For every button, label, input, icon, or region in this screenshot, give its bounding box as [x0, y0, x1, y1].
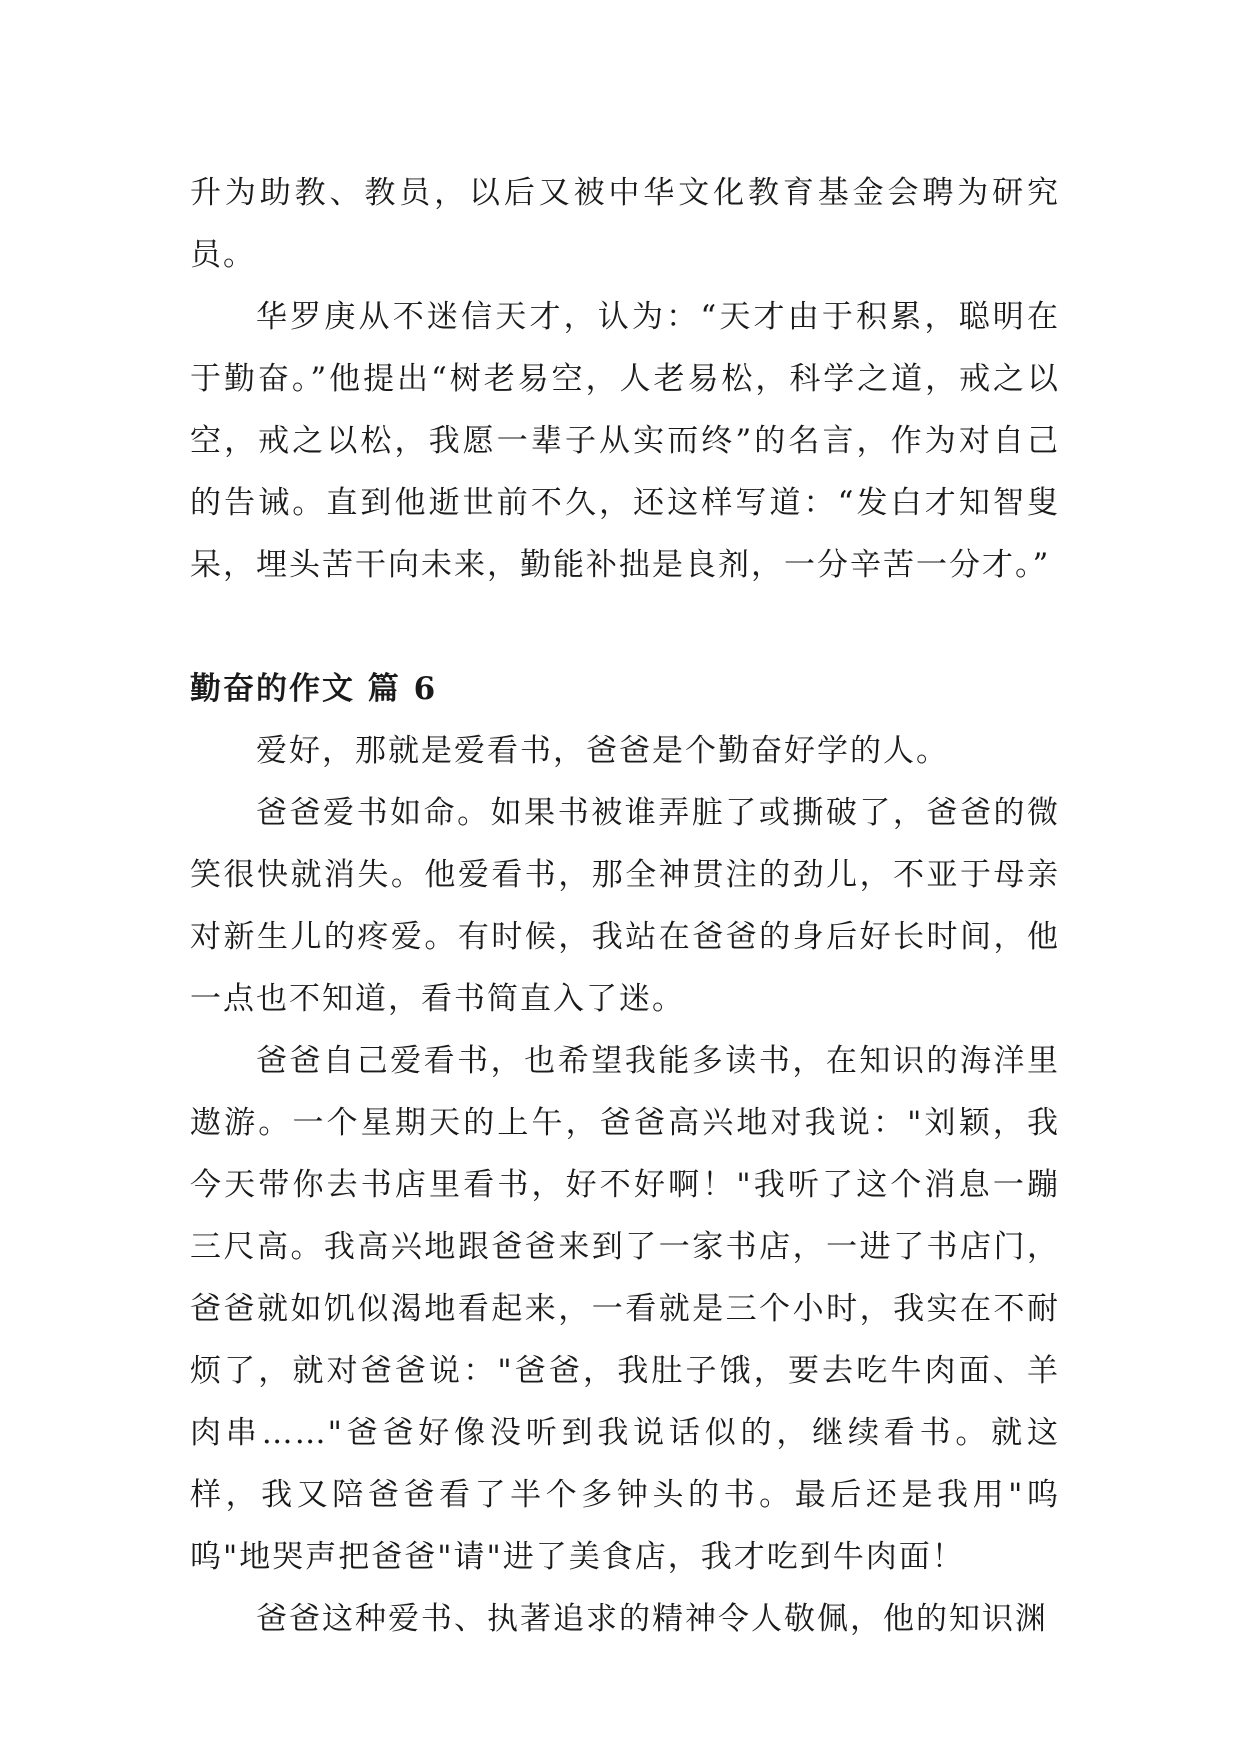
paragraph: 爱好，那就是爱看书，爸爸是个勤奋好学的人。 [256, 733, 949, 769]
paragraph: 爸爸爱书如命。如果书被谁弄脏了或撕破了，爸爸的微笑很快就消失。他爱看书，那全神贯注的劲儿，不亚于母亲对新生儿的疼爱。有时候，我站在爸爸的身后好长时间，他一点也不知道，看书简直入了迷。 [190, 795, 1060, 1017]
paragraph: 爸爸自己爱看书，也希望我能多读书，在知识的海洋里遨游。一个星期天的上午，爸爸高兴地对我说："刘颖，我今天带你去书店里看书，好不好啊！"我听了这个消息一蹦三尺高。我高兴地跟爸爸来到了一家书店，一进了书店门，爸爸就如饥似渴地看起来，一看就是三个小时，我实在不耐烦了，就对爸爸说："爸爸，我肚子饿，要去吃牛肉面、羊肉串……"爸爸好像没听到我说话似的，继续看书。就这样，我又陪爸爸看了半个多钟头的书。最后还是我用"呜呜"地哭声把爸爸"请"进了美食店，我才吃到牛肉面！ [190, 1043, 1060, 1575]
paragraph: 升为助教、教员，以后又被中华文化教育基金会聘为研究员。 [190, 175, 1060, 273]
section-title: 勤奋的作文 篇 6 [190, 671, 438, 707]
paragraph: 爸爸这种爱书、执著追求的精神令人敬佩，他的知识渊 [256, 1601, 1048, 1637]
paragraph: 华罗庚从不迷信天才，认为：“天才由于积累，聪明在于勤奋。”他提出“树老易空，人老易松，科学之道，戒之以空，戒之以松，我愿一辈子从实而终”的名言，作为对自己的告诫。直到他逝世前不久，还这样写道：“发白才知智叟呆，埋头苦干向未来，勤能补拙是良剂，一分辛苦一分才。” [190, 299, 1060, 583]
section-gap [190, 596, 1060, 658]
document-page [190, 162, 1060, 1650]
